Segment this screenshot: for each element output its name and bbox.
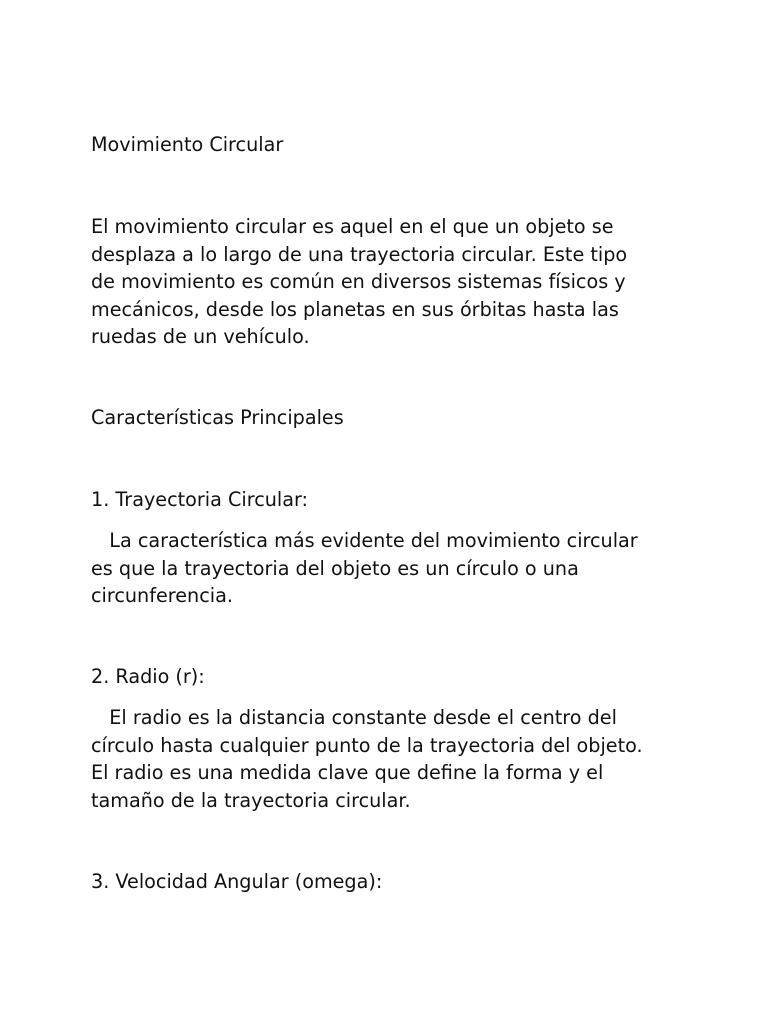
item-line: tamaño de la trayectoria circular. <box>91 788 411 812</box>
intro-paragraph <box>91 213 691 351</box>
item-line: La característica más evidente del movimiento circular <box>91 529 638 552</box>
item-line: El radio es una medida clave que define la forma y el <box>91 761 604 785</box>
item-heading-1: 1. Trayectoria Circular: <box>91 488 309 511</box>
intro-line: mecánicos, desde los planetas en sus órbitas hasta las <box>91 297 619 321</box>
item-heading-3: 3. Velocidad Angular (omega): <box>91 870 383 893</box>
item-line: círculo hasta cualquier punto de la trayectoria del objeto. <box>91 733 643 757</box>
intro-line: ruedas de un vehículo. <box>91 325 310 349</box>
intro-line: desplaza a lo largo de una trayectoria circular. Este tipo <box>91 242 628 266</box>
item-line: circunferencia. <box>91 584 233 608</box>
item-heading-2: 2. Radio (r): <box>91 665 205 688</box>
item-body-1 <box>91 527 691 610</box>
item-body-2 <box>91 704 691 814</box>
section-heading: Características Principales <box>91 406 344 429</box>
item-line: es que la trayectoria del objeto es un círculo o una <box>91 556 579 580</box>
document-title: Movimiento Circular <box>91 133 284 156</box>
item-line: El radio es la distancia constante desde el centro del <box>91 706 617 729</box>
intro-line: El movimiento circular es aquel en el que un objeto se <box>91 215 614 238</box>
intro-line: de movimiento es común en diversos sistemas físicos y <box>91 270 626 294</box>
